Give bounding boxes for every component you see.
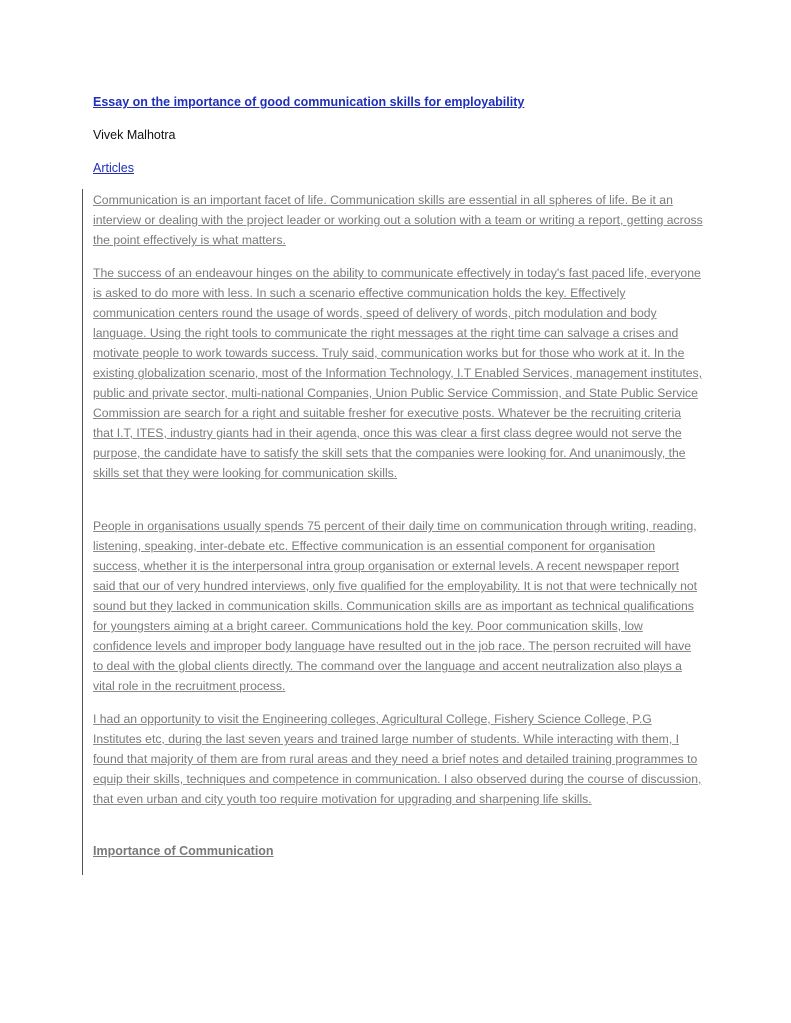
body-paragraph-3[interactable]: People in organisations usually spends 75 percent of their daily time on communication through writing, reading, listening, speaking, inter-debate etc. Effective communication is an essential component for organisation success, whether it is the interpersonal intra group organisation or external levels. A recent newspaper report said that our of very hundred interviews, only five qualified for the employability. It is not that were technically not sound but they lacked in communication skills. Communication skills are as important as technical qualifications for youngsters aiming at a bright career. Communications hold the key. Poor communication skills, low confidence levels and improper body language have resulted out in the job race. The person recruited will have to deal with the global clients directly. The command over the language and accent neutralization also plays a vital role in the recruitment process. [93, 519, 698, 693]
article-title-link[interactable]: Essay on the importance of good communication skills for employability [93, 95, 525, 109]
body-paragraph-1[interactable]: Communication is an important facet of life. Communication skills are essential in all spheres of life. Be it an interview or dealing with the project leader or working out a solution with a team or writing a report, getting across the point effectively is what matters. [93, 193, 703, 247]
body-paragraph-2[interactable]: The success of an endeavour hinges on the ability to communicate effectively in today's fast paced life, everyone is asked to do more with less. In such a scenario effective communication holds the key. Effectively communication centers round the usage of words, speed of delivery of words, pitch modulation and body language. Using the right tools to communicate the right messages at the right time can salvage a crises and motivate people to work towards success. Truly said, communication works but for those who work at it. In the existing globalization scenario, most of the Information Technology, I.T Enabled Services, management institutes, public and private sector, multi-national Companies, Union Public Service Commission, and State Public Service Commission are search for a right and suitable fresher for executive posts. Whatever be the recruiting criteria that I.T, ITES, industry giants had in their agenda, once this was clear a first class degree would not serve the purpose, the candidate have to satisfy the skill sets that the companies were looking for. And unanimously, the skills set that they were looking for communication skills. [93, 266, 703, 480]
body-paragraph-4[interactable]: I had an opportunity to visit the Engineering colleges, Agricultural College, Fishery Science College, P.G Institutes etc, during the last seven years and trained large number of students. While interacting with them, I found that majority of them are from rural areas and they need a brief notes and detailed training programmes to equip their skills, techniques and competence in communication. I also observed during the course of discussion, that even urban and city youth too require motivation for upgrading and sharpening life skills. [93, 712, 702, 806]
category-link[interactable]: Articles [93, 161, 134, 175]
section-heading[interactable]: Importance of Communication [93, 844, 274, 858]
author-name: Vivek Malhotra [93, 128, 176, 142]
